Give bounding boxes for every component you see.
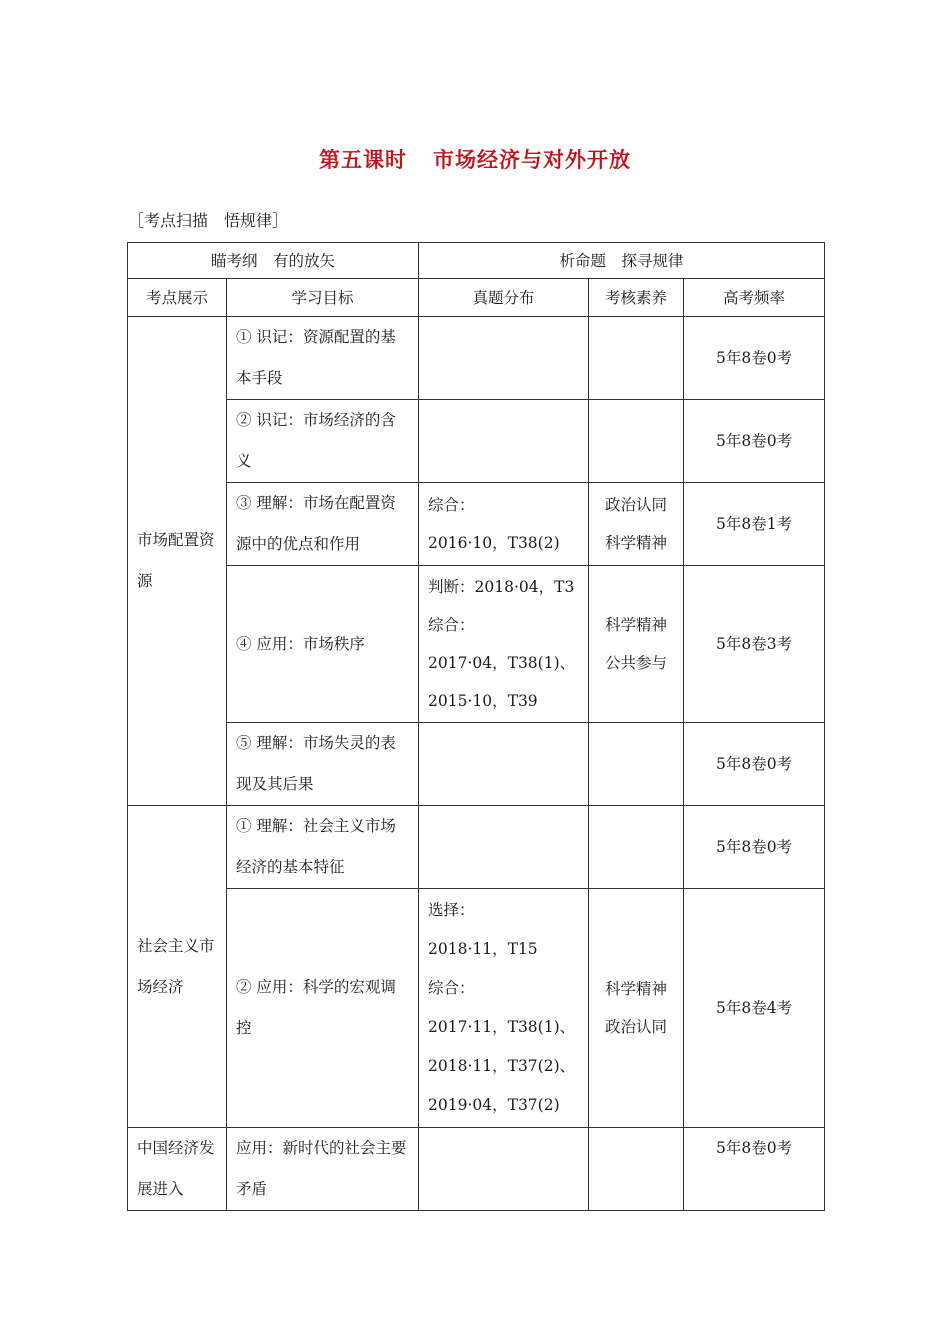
exams-cell: [419, 317, 589, 400]
exams-cell: [419, 806, 589, 889]
exams-cell: [419, 400, 589, 483]
topic-text: 社会主义市场经济: [137, 936, 215, 996]
goal-text: ③ 理解：市场在配置资源中的优点和作用: [236, 494, 396, 553]
topic-text: 市场配置资源: [137, 531, 215, 590]
exam-table: [127, 242, 825, 1211]
literacy-cell: [589, 400, 684, 483]
literacy-text: 政治认同 科学精神: [605, 496, 668, 552]
frequency-cell: 5年8卷3考: [684, 566, 825, 723]
goal-cell: [227, 400, 419, 483]
header-row: [128, 279, 825, 317]
goal-text: 应用：新时代的社会主要矛盾: [236, 1139, 407, 1198]
topic-cell: [128, 1128, 227, 1211]
table-row: [128, 317, 825, 400]
goal-text: ④ 应用：市场秩序: [236, 634, 365, 653]
goal-text: ① 识记：资源配置的基本手段: [236, 328, 396, 387]
header-frequency: 高考频率: [684, 279, 825, 317]
table-row: [128, 566, 825, 723]
group-header-right: 析命题 探寻规律: [419, 243, 825, 279]
exams-cell: [419, 723, 589, 806]
frequency-cell: 5年8卷0考: [684, 400, 825, 483]
topic-cell: [128, 317, 227, 806]
table-row: [128, 483, 825, 566]
goal-text: ⑤ 理解：市场失灵的表现及其后果: [236, 734, 396, 793]
goal-cell: [227, 317, 419, 400]
table-row: [128, 400, 825, 483]
exams-cell: [419, 1128, 589, 1211]
goal-cell: [227, 566, 419, 723]
table-row: [128, 806, 825, 889]
header-goal: 学习目标: [227, 279, 419, 317]
table-row: [128, 889, 825, 1128]
exams-text: 综合： 2016·10，T38(2): [428, 496, 560, 552]
section-label: ［考点扫描 悟规律］: [128, 211, 289, 230]
frequency-cell: 5年8卷1考: [684, 483, 825, 566]
topic-text: 中国经济发展进入: [137, 1139, 215, 1198]
goal-text: ② 识记：市场经济的含义: [236, 411, 396, 470]
title-lesson: 第五课时: [319, 148, 407, 172]
frequency-cell: 5年8卷4考: [684, 889, 825, 1128]
table-row: [128, 723, 825, 806]
goal-cell: [227, 483, 419, 566]
goal-cell: [227, 806, 419, 889]
frequency-cell: 5年8卷0考: [684, 723, 825, 806]
literacy-text: 科学精神 公共参与: [605, 616, 668, 672]
exams-text: 判断：2018·04，T3 综合： 2017·04，T38(1)、 2015·10，T39: [428, 578, 576, 710]
goal-cell: [227, 1128, 419, 1211]
header-topic: 考点展示: [128, 279, 227, 317]
goal-text: ① 理解：社会主义市场经济的基本特征: [236, 817, 396, 876]
frequency-cell: 5年8卷0考: [684, 317, 825, 400]
goal-cell: [227, 723, 419, 806]
page-title: [0, 144, 950, 174]
frequency-cell: 5年8卷0考: [684, 806, 825, 889]
exams-cell: [419, 889, 589, 1128]
literacy-cell: [589, 889, 684, 1128]
literacy-cell: [589, 723, 684, 806]
group-header-row: [128, 243, 825, 279]
literacy-text: 科学精神 政治认同: [605, 980, 668, 1036]
group-header-left: 瞄考纲 有的放矢: [128, 243, 419, 279]
table-row: [128, 1128, 825, 1211]
exams-text: 选择： 2018·11，T15 综合： 2017·11，T38(1)、 2018·11，T37(2)、 2019·04，T37(2): [428, 901, 576, 1114]
header-exams: 真题分布: [419, 279, 589, 317]
literacy-cell: [589, 806, 684, 889]
title-topic: 市场经济与对外开放: [433, 148, 631, 172]
goal-text: ② 应用：科学的宏观调控: [236, 978, 396, 1037]
literacy-cell: [589, 566, 684, 723]
goal-cell: [227, 889, 419, 1128]
header-literacy: 考核素养: [589, 279, 684, 317]
exams-cell: [419, 566, 589, 723]
frequency-cell: 5年8卷0考: [684, 1128, 825, 1211]
literacy-cell: [589, 483, 684, 566]
literacy-cell: [589, 317, 684, 400]
topic-cell: [128, 806, 227, 1128]
exams-cell: [419, 483, 589, 566]
literacy-cell: [589, 1128, 684, 1211]
